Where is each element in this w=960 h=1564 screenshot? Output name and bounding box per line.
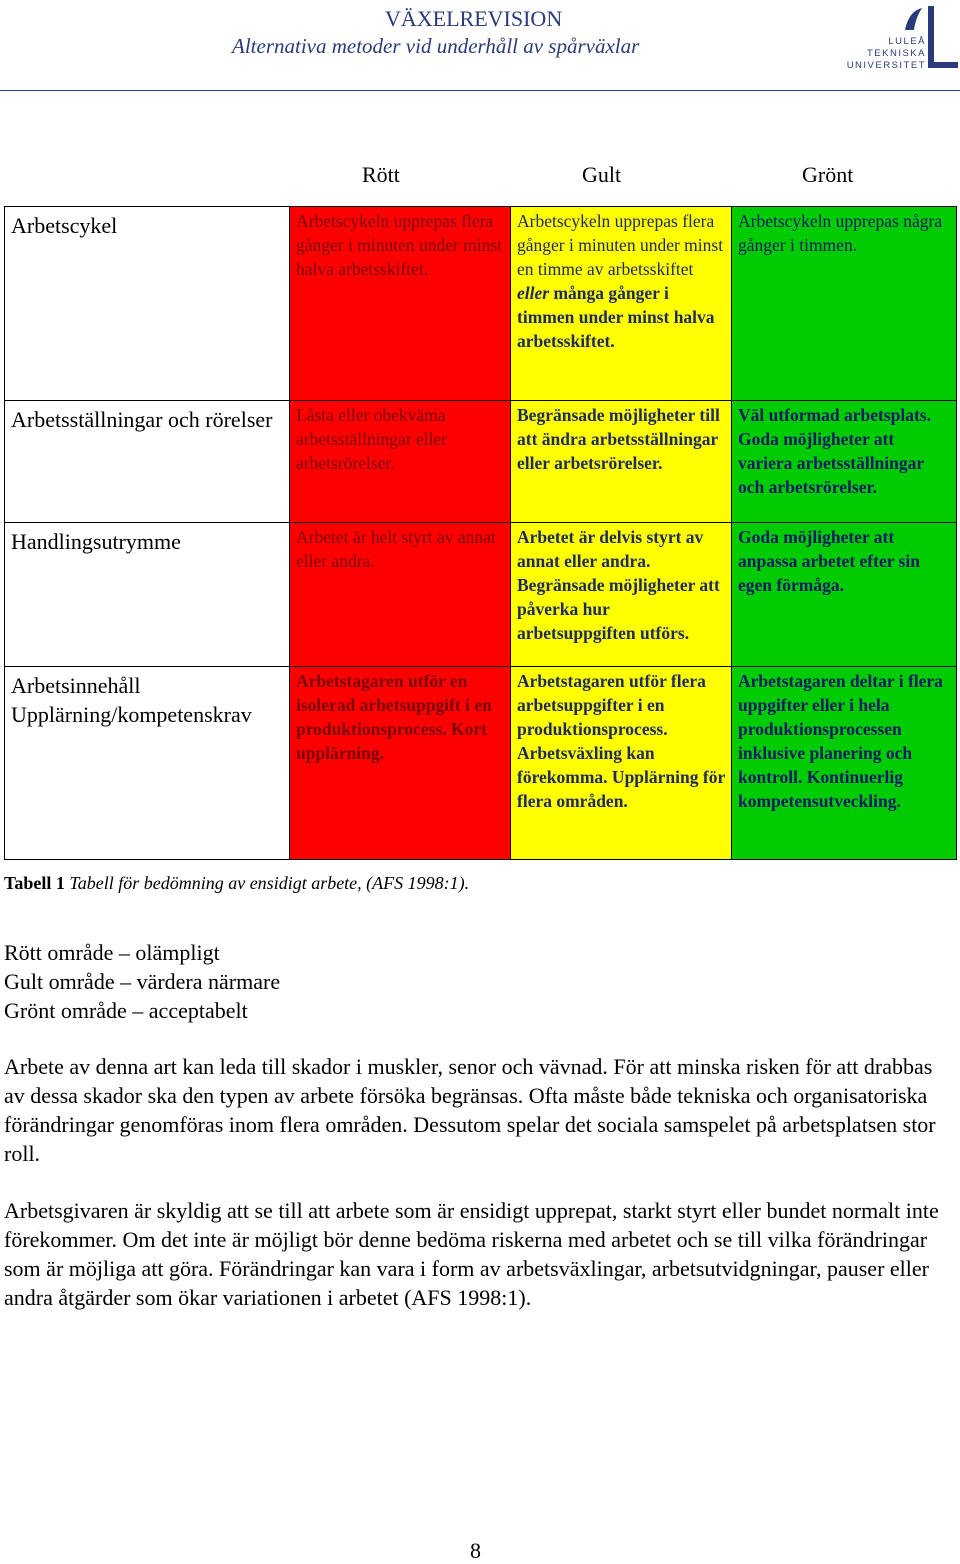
- logo-letter-l-foot: [928, 62, 958, 68]
- row-label-text: Arbetsställningar och rörelser: [11, 407, 273, 432]
- row-label: [5, 667, 290, 860]
- column-header-green: Grönt: [802, 162, 854, 187]
- table-row: [5, 667, 957, 860]
- column-header-yellow: Gult: [582, 162, 622, 187]
- row-label: [5, 401, 290, 523]
- table-row: [5, 401, 957, 523]
- yellow-cell-text: Arbetscykeln upprepas flera gånger i minuten under minst en timme av arbetsskiftet: [517, 211, 724, 279]
- table-row: [5, 207, 957, 401]
- logo-line: LULEÅ: [888, 36, 926, 47]
- logo-letter-l: [928, 6, 934, 68]
- header-subtitle: Alternativa metoder vid underhåll av spårväxlar: [232, 34, 640, 58]
- table-caption: [4, 873, 469, 894]
- yellow-cell: [511, 401, 732, 523]
- yellow-cell: [511, 523, 732, 667]
- yellow-cell-emphasis: eller: [517, 283, 550, 303]
- body-paragraph: Arbetsgivaren är skyldig att se till att arbete som är ensidigt upprepat, starkt styrt eller bundet normalt inte förekommer. Om det inte är möjligt bör denne bedöma riskerna med arbetet och se till vilka förändringar som är möjliga att göra. Förändringar kan vara i form av arbetsväxlingar, arbetsutvidgningar, pauser eller andra åtgärder som ökar variationen i arbetet (AFS 1998:1).: [4, 1198, 939, 1310]
- yellow-cell-text: många gånger i timmen under minst halva arbetsskiftet.: [517, 283, 715, 351]
- red-cell: [290, 207, 511, 401]
- header-title: VÄXELREVISION: [385, 6, 563, 31]
- row-label-text: Handlingsutrymme: [11, 529, 181, 554]
- header-divider: [0, 90, 960, 91]
- university-logo: [842, 2, 960, 78]
- row-label-text: Upplärning/kompetenskrav: [11, 702, 252, 727]
- green-cell-text: Arbetscykeln upprepas några gånger i timmen.: [738, 211, 943, 255]
- table-row: [5, 523, 957, 667]
- green-cell-text: Arbetstagaren deltar i flera uppgifter eller i hela produktionsprocessen inklusive planering och kontroll. Kontinuerlig kompetensutveckling.: [738, 671, 943, 811]
- legend-item: Gult område – värdera närmare: [4, 969, 281, 994]
- color-legend: [4, 938, 280, 1025]
- page-header: [0, 0, 960, 92]
- logo-text: [842, 36, 926, 72]
- red-cell-text: Arbetet är helt styrt av annat eller andra.: [296, 527, 496, 571]
- logo-emblem-icon: [902, 6, 924, 32]
- red-cell: [290, 667, 511, 860]
- legend-item: Grönt område – acceptabelt: [4, 998, 248, 1023]
- green-cell: [732, 207, 957, 401]
- caption-number: Tabell 1: [4, 873, 65, 893]
- green-cell: [732, 401, 957, 523]
- legend-item: Rött område – olämpligt: [4, 940, 220, 965]
- rating-table: [4, 206, 957, 860]
- row-label: [5, 523, 290, 667]
- yellow-cell-text: Arbetstagaren utför flera arbetsuppgifter i en produktionsprocess. Arbetsväxling kan förekomma. Upplärning för flera områden.: [517, 671, 725, 811]
- yellow-cell-text: Arbetet är delvis styrt av annat eller andra. Begränsade möjligheter att påverka hur arbetsuppgiften utförs.: [517, 527, 720, 643]
- green-cell: [732, 523, 957, 667]
- body-paragraph: Arbete av denna art kan leda till skador i muskler, senor och vävnad. För att minska risken för att drabbas av dessa skador ska den typen av arbete försöka begränsas. Ofta måste både tekniska och organisatoriska förändringar genomföras inom flera områden. Dessutom spelar det sociala samspelet på arbetsplatsen stor roll.: [4, 1054, 936, 1166]
- caption-text: Tabell för bedömning av ensidigt arbete, (AFS 1998:1).: [69, 873, 470, 893]
- yellow-cell: [511, 207, 732, 401]
- yellow-cell-text: Begränsade möjligheter till att ändra arbetsställningar eller arbetsrörelser.: [517, 405, 720, 473]
- green-cell: [732, 667, 957, 860]
- red-cell: [290, 401, 511, 523]
- logo-line: UNIVERSITET: [846, 60, 926, 71]
- logo-line: TEKNISKA: [867, 48, 926, 59]
- red-cell-text: Låsta eller obekväma arbetsställningar eller arbetsrörelser.: [296, 405, 448, 473]
- red-cell-text: Arbetstagaren utför en isolerad arbetsuppgift i en produktionsprocess. Kort upplärning.: [296, 671, 492, 763]
- yellow-cell: [511, 667, 732, 860]
- column-header-red: Rött: [362, 162, 400, 187]
- red-cell: [290, 523, 511, 667]
- row-label-text: Arbetscykel: [11, 213, 118, 238]
- green-cell-text: Goda möjligheter att anpassa arbetet efter sin egen förmåga.: [738, 527, 920, 595]
- row-label: [5, 207, 290, 401]
- green-cell-text: Väl utformad arbetsplats. Goda möjligheter att variera arbetsställningar och arbetsrörelser.: [738, 405, 931, 497]
- red-cell-text: Arbetscykeln upprepas flera gånger i minuten under minst halva arbetsskiftet.: [296, 211, 503, 279]
- row-label-text: Arbetsinnehåll: [11, 673, 141, 698]
- page-number: 8: [470, 1538, 481, 1563]
